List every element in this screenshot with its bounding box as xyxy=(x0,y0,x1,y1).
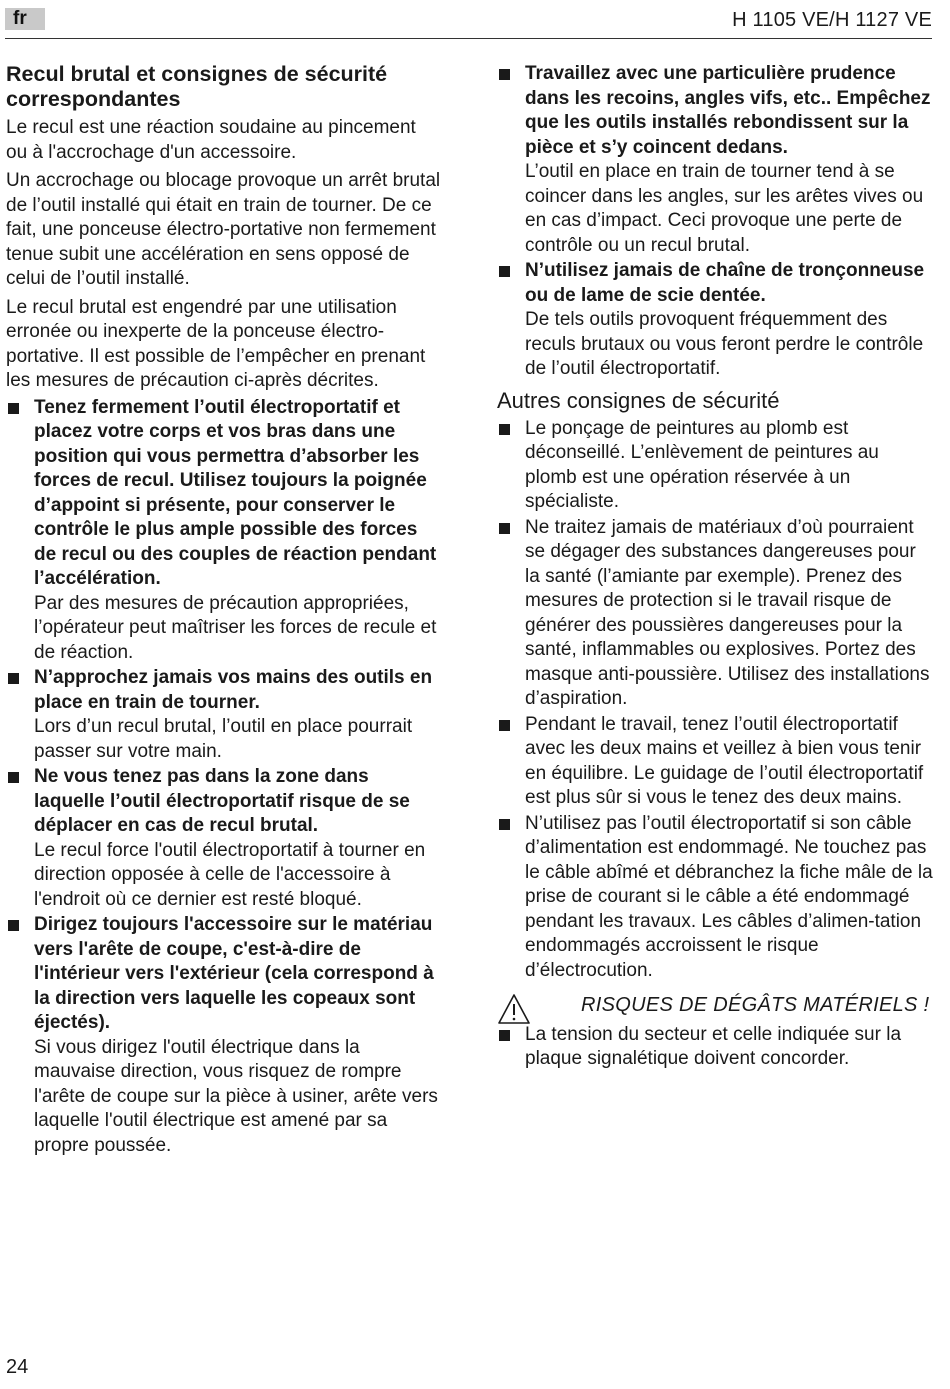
model-number: H 1105 VE/H 1127 VE xyxy=(732,9,932,31)
paragraph: Le recul brutal est engendré par une utilisation erronée ou inexperte de la ponceuse électro-portative. Il est possible de l’empêcher en prenant les mesures de précaution ci-après décrites. xyxy=(6,296,426,391)
warning-triangle-icon xyxy=(497,993,531,1025)
bullet-square-icon xyxy=(499,69,510,80)
bullet-square-icon xyxy=(499,720,510,731)
item-instruction: N’approchez jamais vos mains des outils en place en train de tourner. xyxy=(34,667,433,713)
section-title-other-safety: Autres consignes de sécurité xyxy=(497,387,780,413)
item-text: Le ponçage de peintures au plomb est déconseillé. L’enlèvement de peintures au plomb est une opération réservée à un spécialiste. xyxy=(525,417,879,512)
header-divider xyxy=(5,38,932,39)
warning-block xyxy=(497,993,935,1019)
language-tag: fr xyxy=(5,8,45,30)
list-item xyxy=(497,259,935,382)
item-text: La tension du secteur et celle indiquée sur la plaque signalétique doivent concorder. xyxy=(525,1023,902,1069)
bullet-square-icon xyxy=(499,266,510,277)
item-text: Ne traitez jamais de matériaux d’où pourraient se dégager des substances dangereuses pour la santé (l’amiante par exemple). Prenez des mesures de protection si le travail risque de générer des poussières dangereuses pour la santé, inflammables ou explosives. Portez des masque anti-poussière. Utilisez des installations d’aspiration. xyxy=(525,516,930,709)
bullet-square-icon xyxy=(499,819,510,830)
bullet-square-icon xyxy=(499,523,510,534)
list-item xyxy=(497,516,935,712)
item-instruction: Travaillez avec une particulière prudence dans les recoins, angles vifs, etc.. Empêchez que les outils installés rebondissent sur la pièce et s’y coincent dedans. xyxy=(525,63,931,158)
list-item xyxy=(497,62,935,258)
list-item xyxy=(497,812,935,984)
list-item xyxy=(6,666,441,764)
section-title-kickback: Recul brutal et consignes de sécurité correspondantes xyxy=(6,62,388,111)
item-explanation: Si vous dirigez l'outil électrique dans la mauvaise direction, vous risquez de rompre l'arête de coupe sur la pièce à usiner, arête vers laquelle l'outil électrique est amené par sa propre poussée. xyxy=(34,1036,438,1156)
bullet-square-icon xyxy=(8,403,19,414)
list-item xyxy=(6,765,441,912)
item-explanation: De tels outils provoquent fréquemment des reculs brutaux ou vous feront perdre le contrôle de l’outil électroportatif. xyxy=(525,309,924,379)
paragraph: Le recul est une réaction soudaine au pincement ou à l'accrochage d'un accessoire. xyxy=(6,117,416,163)
bullet-square-icon xyxy=(499,1030,510,1041)
item-explanation: Lors d’un recul brutal, l’outil en place pourrait passer sur votre main. xyxy=(34,716,413,762)
list-item xyxy=(6,396,441,666)
list-item xyxy=(497,713,935,811)
list-item xyxy=(497,1023,935,1072)
bullet-square-icon xyxy=(499,424,510,435)
item-explanation: Le recul force l'outil électroportatif à tourner en direction opposée à celle de l'accessoire à l'endroit où ce dernier est resté bloqué. xyxy=(34,839,426,910)
bullet-square-icon xyxy=(8,920,19,931)
item-instruction: Tenez fermement l’outil électroportatif et placez votre corps et vos bras dans une position qui vous permettra d’absorber les forces de recul. Utilisez toujours la poignée d’appoint si présente, pour conserver le contrôle le plus ample possible des forces de recul ou des couples de réaction pendant l’accélération. xyxy=(34,396,437,589)
list-item xyxy=(497,417,935,515)
warning-text: RISQUES DE DÉGÂTS MATÉRIELS ! xyxy=(581,994,930,1016)
item-text: N’utilisez pas l’outil électroportatif si son câble d’alimentation est endommagé. Ne touchez pas le câble abîmé et débranchez la fiche mâle de la prise de courant si le câble a été endommagé pendant les travaux. Les câbles d’alimen-tation endommagés accroissent le risque d’électrocution. xyxy=(525,812,933,981)
item-instruction: Dirigez toujours l'accessoire sur le matériau vers l'arête de coupe, c'est-à-dire de l'intérieur vers l'extérieur (cela correspond à la direction vers laquelle les copeaux sont éjectés). xyxy=(34,914,434,1033)
page-number: 24 xyxy=(6,1356,29,1378)
list-item xyxy=(6,913,441,1158)
bullet-square-icon xyxy=(8,772,19,783)
bullet-square-icon xyxy=(8,673,19,684)
paragraph: Un accrochage ou blocage provoque un arrêt brutal de l’outil installé qui était en train de tourner. De ce fait, une ponceuse électro-portative non fermement tenue subit une accélération en sens opposé de celui de l’outil installé. xyxy=(6,170,441,289)
item-text: Pendant le travail, tenez l’outil électroportatif avec les deux mains et veillez à bien vous tenir en équilibre. Le guidage de l’outil électroportatif est plus sûr si vous le tenez des deux mains. xyxy=(525,713,924,808)
right-column xyxy=(497,62,935,1073)
left-column xyxy=(6,62,441,1159)
item-instruction: N’utilisez jamais de chaîne de tronçonneuse ou de lame de scie dentée. xyxy=(525,260,925,306)
item-explanation: L’outil en place en train de tourner tend à se coincer dans les angles, sur les arêtes vives ou en cas d’impact. Ceci provoque une perte de contrôle ou un recul brutal. xyxy=(525,161,924,256)
item-explanation: Par des mesures de précaution appropriées, l’opérateur peut maîtriser les forces de recule et de réaction. xyxy=(34,592,437,663)
item-instruction: Ne vous tenez pas dans la zone dans laquelle l’outil électroportatif risque de se déplacer en cas de recul brutal. xyxy=(34,766,410,836)
